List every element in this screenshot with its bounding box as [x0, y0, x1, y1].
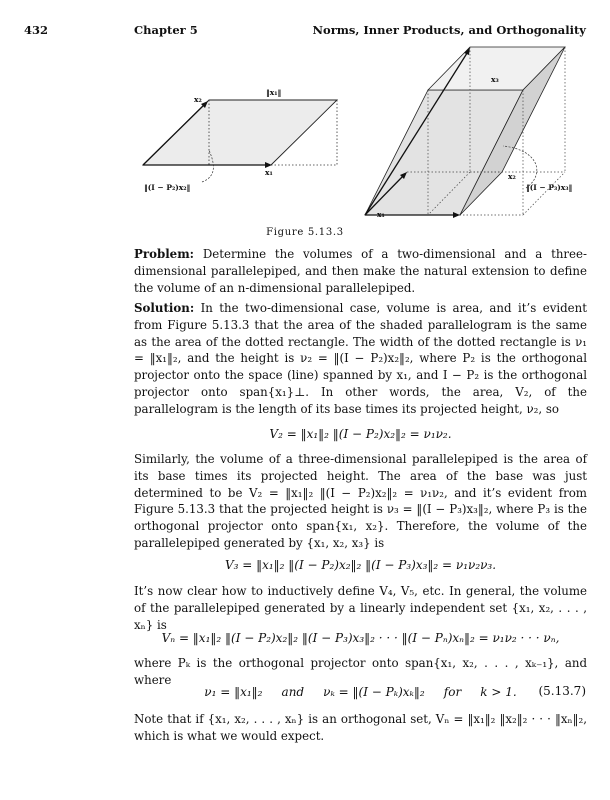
problem-label: Problem: [134, 247, 195, 261]
label-x2-right: x₂ [508, 172, 516, 181]
parallelogram-figure [143, 100, 337, 182]
equation-nu-text: ν₁ = ‖x₁‖₂ and νₖ = ‖(I − Pₖ)xₖ‖₂ for k > 1. [204, 685, 517, 699]
equation-vn: Vₙ = ‖x₁‖₂ ‖(I − P₂)x₂‖₂ ‖(I − P₃)x₃‖₂ · · · ‖(I − Pₙ)xₙ‖₂ = ν₁ν₂ · · · νₙ, [161, 631, 560, 645]
equation-number: (5.13.7) [538, 684, 586, 698]
paragraph-orthogonal-note: Note that if {x₁, x₂, . . . , xₙ} is an orthogonal set, Vₙ = ‖x₁‖₂ ‖x₂‖₂ · · · ‖xₙ‖₂, which is what we would expect. [134, 712, 587, 743]
equation-v3: V₃ = ‖x₁‖₂ ‖(I − P₂)x₂‖₂ ‖(I − P₃)x₃‖₂ = ν₁ν₂ν₃. [224, 558, 497, 572]
figure-5-13-3 [0, 0, 610, 240]
shaded-parallelogram [143, 100, 337, 165]
solution-paragraph [134, 300, 587, 418]
label-x1-right: x₁ [377, 210, 385, 219]
parallelepiped-figure [365, 47, 565, 218]
label-projection-left: ‖(I − P₂)x₂‖ [144, 183, 191, 192]
paragraph-inductive: It’s now clear how to inductively define V₄, V₅, etc. In general, the volume of the parallelepiped generated by a linearly independent set {x₁, x₂, . . . , xₙ} is [134, 584, 587, 632]
problem-text: Determine the volumes of a two-dimensional and a three-dimensional parallelepiped, and then make the natural extension to define the volume of an n-dimensional parallelepiped. [134, 247, 588, 295]
problem-paragraph [134, 246, 587, 296]
chapter-label: Chapter 5 [134, 23, 198, 37]
label-x3-right: x₃ [491, 75, 499, 84]
page-number: 432 [24, 23, 49, 37]
solution-label: Solution: [134, 301, 195, 315]
equation-nu-definition [134, 684, 587, 700]
figure-caption: Figure 5.13.3 [266, 227, 344, 238]
solution-text: In the two-dimensional case, volume is area, and it’s evident from Figure 5.13.3 that the area of the shaded parallelogram is the same as the area of the dotted rectangle. The width of the dotted rectangle is ν₁ = ‖x₁‖₂, and the height is ν₂ = ‖(I − P₂)x₂‖₂, where P₂ is the orthogonal projector onto the space (line) spanned by x₁, and I − P₂ is the orthogonal projector onto span{x₁}⊥. In other words, the area, V₂, of the parallelogram is the length of its base times its projected height, ν₂, so [134, 301, 588, 416]
label-x2-left: x₂ [194, 95, 202, 104]
section-title: Norms, Inner Products, and Orthogonality [312, 23, 586, 37]
label-x1-norm: ‖x₁‖ [266, 88, 282, 97]
paragraph-three-dimensional: Similarly, the volume of a three-dimensional parallelepiped is the area of its base times its projected height. The area of the base was just determined to be V₂ = ‖x₁‖₂ ‖(I − P₂)x₂‖₂ = ν₁ν₂, and it’s evident from Figure 5.13.3 that the projected height is ν₃ = ‖(I − P₃)x₃‖₂, where P₃ is the orthogonal projector onto span{x₁, x₂}. Therefore, the volume of the parallelepiped generated by {x₁, x₂, x₃} is [134, 452, 587, 550]
paragraph-projector-definition: where Pₖ is the orthogonal projector onto span{x₁, x₂, . . . , xₖ₋₁}, and where [134, 656, 587, 687]
label-x1-left: x₁ [265, 168, 273, 177]
label-projection-right: ‖(I − P₃)x₃‖ [526, 183, 573, 192]
equation-v2: V₂ = ‖x₁‖₂ ‖(I − P₂)x₂‖₂ = ν₁ν₂. [269, 427, 452, 441]
